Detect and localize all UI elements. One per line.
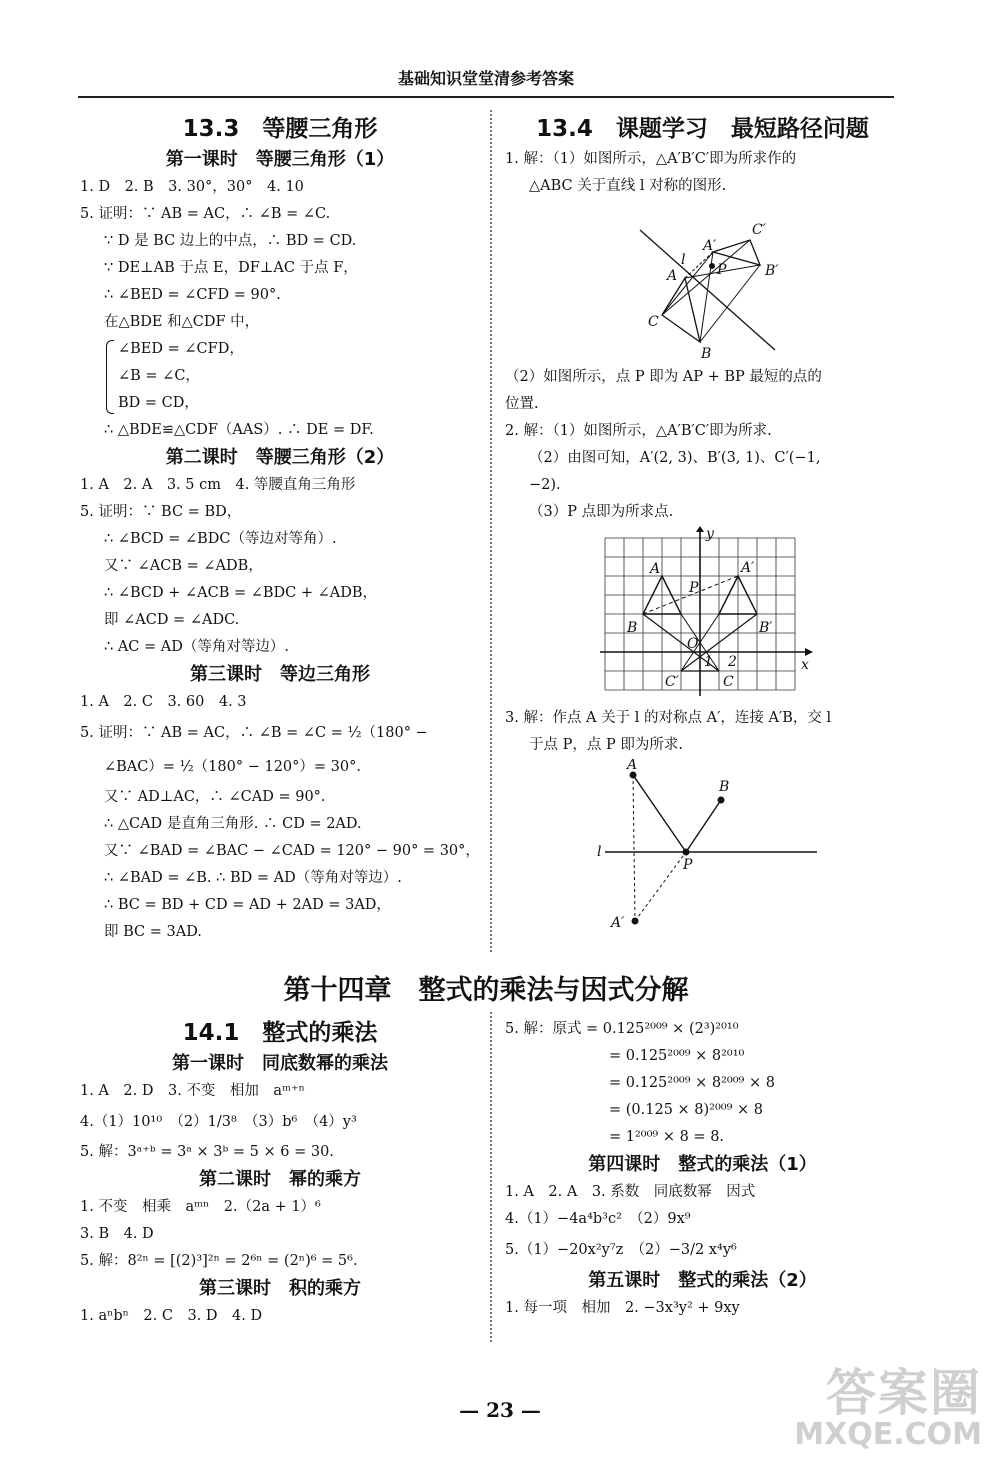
section-title: 13.4 课题学习 最短路径问题 [536,116,869,142]
answer-line: 又∵ AD⊥AC，∴ ∠CAD = 90°. [104,789,326,805]
answer-line: 1. 不变 相乘 aᵐⁿ 2.（2a + 1）⁶ [80,1199,321,1215]
section-13-3 [80,112,480,946]
answer-line: ∴ △BDE≌△CDF（AAS）. ∴ DE = DF. [104,422,374,438]
label-c-prime: C′ [665,674,679,690]
label-c-prime: C′ [752,222,766,238]
answer-line: （2）如图所示，点 P 即为 AP + BP 最短的点的 [505,369,822,385]
lesson-title: 第二课时 等腰三角形（2） [165,447,395,468]
answer-line: ∴ ∠BAD = ∠B. ∴ BD = AD（等角对等边）. [104,870,402,886]
answer-line: 在△BDE 和△CDF 中， [104,314,260,330]
answer-line: 1. A 2. C 3. 60 4. 3 [80,694,247,710]
brace-group [80,336,480,417]
answer-line: −2). [529,477,561,493]
answer-line: 4.（1）10¹⁰ （2）1/3⁸ （3）b⁶ （4）y³ [80,1114,357,1130]
answer-line: 3. 解：作点 A 关于 l 的对称点 A′，连接 A′B，交 l [505,710,832,726]
label-l: l [681,252,686,268]
answer-line: 即 BC = 3AD. [104,924,202,940]
label-b-prime: B′ [759,620,773,636]
column-divider [490,110,492,952]
label-c: C [648,314,659,330]
answer-line: 4.（1）−4a⁴b³c² （2）9x⁹ [505,1211,691,1227]
figure-1-reflection [505,200,900,360]
figure-3-shortest-path [505,759,900,934]
answer-line: （3）P 点即为所求点. [529,504,674,520]
answer-line: ∵ D 是 BC 边上的中点，∴ BD = CD. [104,233,357,249]
section-13-4 [505,112,900,938]
answer-line: ∴ ∠BED = ∠CFD = 90°. [104,287,281,303]
answer-line: 又∵ ∠ACB = ∠ADB， [104,558,263,574]
answer-line: = 0.125²⁰⁰⁹ × 8²⁰¹⁰ [609,1048,745,1064]
label-y: y [706,526,714,542]
label-a-prime: A′ [703,238,717,254]
answer-line: = 0.125²⁰⁰⁹ × 8²⁰⁰⁹ × 8 [609,1075,775,1091]
page-header: 基础知识堂堂清参考答案 [397,69,574,88]
answer-line: 5. 证明：∵ AB = AC，∴ ∠B = ∠C. [80,206,331,222]
figure-2-grid [505,526,900,701]
answer-line: ∴ ∠BCD + ∠ACB = ∠BDC + ∠ADB， [104,585,378,601]
answer-line: 5. 解：3ᵃ⁺ᵇ = 3ᵃ × 3ᵇ = 5 × 6 = 30. [80,1144,334,1160]
point-p [683,849,690,856]
brace [106,340,114,414]
answer-line: 位置. [505,396,539,412]
section-14-1-continued [505,1016,900,1322]
answer-line: 1. 解：（1）如图所示，△A′B′C′即为所求作的 [505,151,797,167]
answer-line: ∴ BC = BD + CD = AD + 2AD = 3AD， [104,897,391,913]
answer-line: 1. A 2. A 3. 系数 同底数幂 因式 [505,1184,756,1200]
answer-line: ∴ △CAD 是直角三角形. ∴ CD = 2AD. [104,816,362,832]
answer-line: 1. D 2. B 3. 30°，30° 4. 10 [80,179,304,195]
answer-line: △ABC 关于直线 l 对称的图形. [529,178,727,194]
answer-line: ∵ DE⊥AB 于点 E，DF⊥AC 于点 F， [104,260,358,276]
label-p: P [689,580,699,596]
answer-line: 5.（1）−20x²y⁷z （2）−3/2 x⁴y⁶ [505,1242,737,1258]
label-b: B [701,346,712,360]
answer-line: 5. 解：8²ⁿ = [(2)³]²ⁿ = 2⁶ⁿ = (2ⁿ)⁶ = 5⁶. [80,1253,358,1269]
label-a-prime: A′ [741,560,755,576]
label-one: 1 [704,654,713,670]
point-p [709,263,715,269]
answer-line: 1. aⁿbⁿ 2. C 3. D 4. D [80,1308,263,1324]
answer-line: ∴ ∠BCD = ∠BDC（等边对等角）. [104,531,337,547]
answer-line: = 1²⁰⁰⁹ × 8 = 8. [609,1129,725,1145]
label-b: B [719,779,730,795]
label-b-prime: B′ [765,263,779,279]
lesson-title: 第三课时 等边三角形 [190,664,370,685]
lesson-title: 第三课时 积的乘方 [199,1278,361,1299]
answer-line: 5. 证明：∵ BC = BD， [80,504,242,520]
answer-line: 1. 每一项 相加 2. −3x³y² + 9xy [505,1300,740,1316]
lesson-title: 第一课时 同底数幂的乘法 [172,1053,388,1074]
answer-line: 5. 证明：∵ AB = AC，∴ ∠B = ∠C = ½（180° − [80,725,428,741]
lesson-title: 第四课时 整式的乘法（1） [588,1154,817,1175]
label-a: A [667,268,678,284]
answer-line: 3. B 4. D [80,1226,154,1242]
page-number: — 23 — [459,1398,541,1422]
label-x: x [801,657,809,673]
answer-line: 于点 P，点 P 即为所求. [529,737,683,753]
label-c: C [723,674,734,690]
watermark-url: MXQE.COM [794,1417,982,1452]
label-b: B [627,620,638,636]
label-p: P [683,857,693,873]
label-p: P [717,262,727,278]
watermark-logo: 答案圈 [826,1364,982,1422]
point-a-prime [632,918,639,925]
answer-line: （2）由图可知，A′(2, 3)、B′(3, 1)、C′(−1, [529,450,821,466]
answer-line: 即 ∠ACD = ∠ADC. [104,612,240,628]
answer-line: ∴ AC = AD（等角对等边）. [104,639,289,655]
lesson-title: 第二课时 幂的乘方 [199,1169,361,1190]
label-origin: O [687,636,699,652]
label-two: 2 [728,654,737,670]
answer-line: 2. 解：（1）如图所示，△A′B′C′即为所求. [505,423,772,439]
answer-line: 1. A 2. A 3. 5 cm 4. 等腰直角三角形 [80,477,356,493]
column-divider-2 [490,1012,492,1342]
answer-line: ∠B = ∠C， [118,368,200,384]
answer-line: ∠BED = ∠CFD， [118,341,244,357]
label-a: A [650,561,661,577]
answer-line: 又∵ ∠BAD = ∠BAC − ∠CAD = 120° − 90° = 30°， [104,843,480,859]
header-rule [78,96,894,98]
watermark [794,1364,982,1452]
answer-line: 5. 解：原式 = 0.125²⁰⁰⁹ × (2³)²⁰¹⁰ [505,1021,739,1037]
label-a: A [627,759,638,773]
answer-line: BD = CD， [118,395,199,411]
label-l: l [597,844,602,860]
answer-line: 1. A 2. D 3. 不变 相加 aᵐ⁺ⁿ [80,1083,305,1099]
answer-line: = (0.125 × 8)²⁰⁰⁹ × 8 [609,1102,764,1118]
label-a-prime: A′ [611,915,625,931]
lesson-title: 第一课时 等腰三角形（1） [165,149,395,170]
lesson-title: 第五课时 整式的乘法（2） [588,1270,817,1291]
chapter-title: 第十四章 整式的乘法与因式分解 [283,975,689,1006]
section-14-1 [80,1016,480,1330]
section-title: 13.3 等腰三角形 [182,116,378,142]
answer-line: ∠BAC）= ½（180° − 120°）= 30°. [104,759,361,775]
point-b [718,797,725,804]
section-title: 14.1 整式的乘法 [182,1020,378,1046]
